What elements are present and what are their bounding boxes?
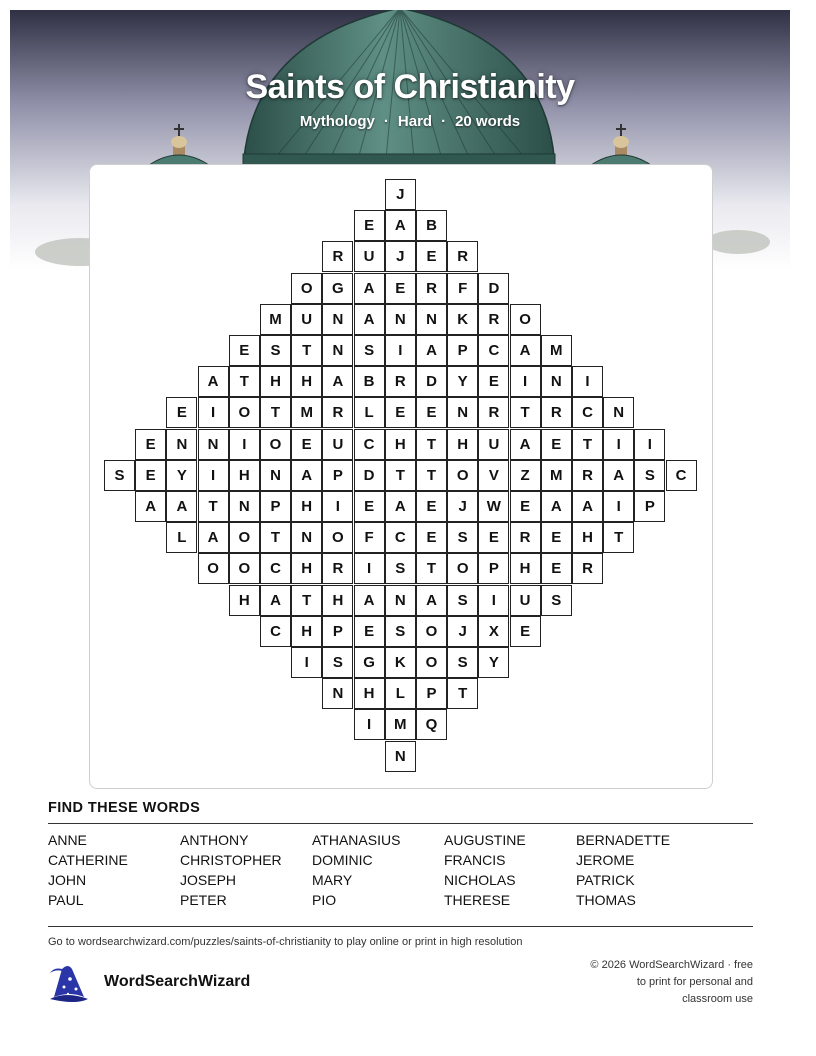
- grid-cell[interactable]: I: [478, 585, 509, 616]
- grid-cell[interactable]: F: [447, 273, 478, 304]
- grid-cell[interactable]: M: [291, 397, 322, 428]
- grid-cell[interactable]: D: [416, 366, 447, 397]
- word-list-item: PIO: [312, 892, 337, 908]
- grid-cell[interactable]: E: [416, 397, 447, 428]
- grid-cell[interactable]: A: [510, 429, 541, 460]
- grid-cell[interactable]: U: [322, 429, 353, 460]
- grid-cell[interactable]: T: [447, 678, 478, 709]
- grid-cell[interactable]: S: [260, 335, 291, 366]
- grid-cell[interactable]: H: [572, 522, 603, 553]
- grid-cell[interactable]: S: [385, 553, 416, 584]
- divider: [48, 926, 753, 927]
- grid-cell[interactable]: P: [322, 460, 353, 491]
- grid-cell[interactable]: R: [478, 304, 509, 335]
- word-count-label: 20 words: [455, 113, 521, 130]
- grid-cell[interactable]: N: [416, 304, 447, 335]
- grid-cell[interactable]: U: [354, 241, 385, 272]
- grid-cell[interactable]: W: [478, 491, 509, 522]
- grid-cell[interactable]: J: [447, 491, 478, 522]
- grid-cell[interactable]: E: [135, 429, 166, 460]
- grid-cell[interactable]: T: [291, 585, 322, 616]
- grid-cell[interactable]: N: [385, 304, 416, 335]
- grid-cell[interactable]: H: [291, 616, 322, 647]
- grid-cell[interactable]: E: [385, 273, 416, 304]
- grid-cell[interactable]: A: [354, 585, 385, 616]
- grid-cell[interactable]: S: [447, 522, 478, 553]
- grid-cell[interactable]: I: [634, 429, 665, 460]
- word-list-item: AUGUSTINE: [444, 832, 526, 848]
- grid-cell[interactable]: A: [510, 335, 541, 366]
- grid-cell[interactable]: D: [354, 460, 385, 491]
- divider: [48, 823, 753, 824]
- separator-dot: ·: [383, 113, 389, 130]
- grid-cell[interactable]: O: [229, 553, 260, 584]
- grid-cell[interactable]: R: [572, 460, 603, 491]
- grid-cell[interactable]: C: [385, 522, 416, 553]
- separator-dot: ·: [441, 113, 447, 130]
- word-list-item: PAUL: [48, 892, 84, 908]
- grid-cell[interactable]: S: [541, 585, 572, 616]
- footer-link-text[interactable]: Go to wordsearchwizard.com/puzzles/saints-of-christianity to play online or print in high resolution: [48, 936, 523, 948]
- grid-cell[interactable]: V: [478, 460, 509, 491]
- grid-cell[interactable]: H: [322, 585, 353, 616]
- grid-cell[interactable]: C: [572, 397, 603, 428]
- grid-cell[interactable]: T: [385, 460, 416, 491]
- grid-cell[interactable]: U: [510, 585, 541, 616]
- grid-cell[interactable]: A: [385, 210, 416, 241]
- difficulty-label: Hard: [397, 113, 433, 130]
- grid-cell[interactable]: E: [229, 335, 260, 366]
- grid-cell[interactable]: M: [385, 709, 416, 740]
- grid-cell[interactable]: E: [135, 460, 166, 491]
- grid-cell[interactable]: E: [166, 397, 197, 428]
- grid-cell[interactable]: B: [416, 210, 447, 241]
- grid-cell[interactable]: A: [166, 491, 197, 522]
- grid-cell[interactable]: E: [541, 522, 572, 553]
- grid-cell[interactable]: E: [354, 491, 385, 522]
- brand-name: WordSearchWizard: [104, 973, 251, 990]
- grid-cell[interactable]: E: [354, 616, 385, 647]
- grid-cell[interactable]: I: [354, 709, 385, 740]
- word-list-item: ANNE: [48, 832, 87, 848]
- grid-cell[interactable]: I: [291, 647, 322, 678]
- grid-cell[interactable]: I: [572, 366, 603, 397]
- grid-cell[interactable]: P: [416, 678, 447, 709]
- grid-cell[interactable]: X: [478, 616, 509, 647]
- grid-cell[interactable]: Q: [416, 709, 447, 740]
- grid-cell[interactable]: A: [416, 585, 447, 616]
- grid-cell[interactable]: K: [447, 304, 478, 335]
- grid-cell[interactable]: N: [291, 522, 322, 553]
- word-list-item: THERESE: [444, 892, 511, 908]
- grid-cell[interactable]: H: [260, 366, 291, 397]
- grid-cell[interactable]: E: [416, 491, 447, 522]
- grid-cell[interactable]: T: [260, 522, 291, 553]
- grid-cell[interactable]: A: [322, 366, 353, 397]
- grid-cell[interactable]: C: [354, 429, 385, 460]
- grid-cell[interactable]: O: [229, 522, 260, 553]
- grid-cell[interactable]: T: [198, 491, 229, 522]
- grid-cell[interactable]: T: [229, 366, 260, 397]
- grid-cell[interactable]: I: [198, 397, 229, 428]
- grid-cell[interactable]: D: [478, 273, 509, 304]
- word-list-item: JOHN: [48, 872, 87, 888]
- grid-cell[interactable]: N: [385, 741, 416, 772]
- grid-cell[interactable]: T: [260, 397, 291, 428]
- grid-cell[interactable]: I: [603, 491, 634, 522]
- grid-cell[interactable]: I: [198, 460, 229, 491]
- grid-cell[interactable]: E: [510, 491, 541, 522]
- grid-cell[interactable]: O: [260, 429, 291, 460]
- grid-cell[interactable]: S: [447, 585, 478, 616]
- word-list-item: PATRICK: [576, 872, 635, 888]
- grid-cell[interactable]: H: [291, 553, 322, 584]
- grid-cell[interactable]: I: [354, 553, 385, 584]
- grid-cell[interactable]: I: [385, 335, 416, 366]
- grid-cell[interactable]: I: [603, 429, 634, 460]
- grid-cell[interactable]: R: [322, 241, 353, 272]
- word-list-item: DOMINIC: [312, 852, 373, 868]
- grid-cell[interactable]: R: [510, 522, 541, 553]
- grid-cell[interactable]: P: [260, 491, 291, 522]
- grid-cell[interactable]: H: [229, 585, 260, 616]
- word-list-item: JEROME: [576, 852, 635, 868]
- word-list-item: FRANCIS: [444, 852, 506, 868]
- grid-cell[interactable]: S: [634, 460, 665, 491]
- word-list-item: PETER: [180, 892, 227, 908]
- grid-cell[interactable]: A: [354, 304, 385, 335]
- grid-cell[interactable]: H: [291, 366, 322, 397]
- grid-cell[interactable]: E: [416, 241, 447, 272]
- grid-cell[interactable]: T: [416, 429, 447, 460]
- grid-cell[interactable]: O: [291, 273, 322, 304]
- grid-cell[interactable]: S: [322, 647, 353, 678]
- grid-cell[interactable]: N: [385, 585, 416, 616]
- grid-cell[interactable]: R: [322, 397, 353, 428]
- grid-cell[interactable]: R: [541, 397, 572, 428]
- grid-cell[interactable]: R: [572, 553, 603, 584]
- grid-cell[interactable]: H: [447, 429, 478, 460]
- page-title: Saints of Christianity: [245, 68, 575, 106]
- grid-cell[interactable]: E: [385, 397, 416, 428]
- grid-cell[interactable]: O: [416, 647, 447, 678]
- word-list-item: NICHOLAS: [444, 872, 516, 888]
- grid-cell[interactable]: C: [260, 553, 291, 584]
- puzzle-card: [89, 164, 713, 789]
- grid-cell[interactable]: A: [198, 366, 229, 397]
- grid-cell[interactable]: E: [510, 616, 541, 647]
- grid-cell[interactable]: C: [478, 335, 509, 366]
- grid-cell[interactable]: A: [416, 335, 447, 366]
- grid-cell[interactable]: J: [385, 179, 416, 210]
- grid-cell[interactable]: N: [229, 491, 260, 522]
- grid-cell[interactable]: A: [603, 460, 634, 491]
- grid-cell[interactable]: O: [510, 304, 541, 335]
- grid-cell[interactable]: U: [291, 304, 322, 335]
- grid-cell[interactable]: R: [322, 553, 353, 584]
- word-list-item: THOMAS: [576, 892, 636, 908]
- grid-cell[interactable]: R: [447, 241, 478, 272]
- grid-cell[interactable]: O: [198, 553, 229, 584]
- grid-cell[interactable]: U: [478, 429, 509, 460]
- grid-cell[interactable]: N: [322, 304, 353, 335]
- grid-cell[interactable]: B: [354, 366, 385, 397]
- grid-cell[interactable]: A: [385, 491, 416, 522]
- grid-cell[interactable]: P: [447, 335, 478, 366]
- grid-cell[interactable]: M: [541, 460, 572, 491]
- grid-cell[interactable]: T: [416, 460, 447, 491]
- grid-cell[interactable]: R: [478, 397, 509, 428]
- grid-cell[interactable]: S: [385, 616, 416, 647]
- grid-cell[interactable]: I: [229, 429, 260, 460]
- grid-cell[interactable]: E: [416, 522, 447, 553]
- grid-cell[interactable]: P: [634, 491, 665, 522]
- puzzle-meta: [10, 113, 790, 130]
- grid-cell[interactable]: P: [322, 616, 353, 647]
- word-list-item: CATHERINE: [48, 852, 128, 868]
- grid-cell[interactable]: T: [291, 335, 322, 366]
- grid-cell[interactable]: J: [447, 616, 478, 647]
- grid-cell[interactable]: S: [354, 335, 385, 366]
- grid-cell[interactable]: N: [322, 678, 353, 709]
- word-list-item: BERNADETTE: [576, 832, 671, 848]
- grid-cell[interactable]: Z: [510, 460, 541, 491]
- grid-cell[interactable]: A: [260, 585, 291, 616]
- grid-cell[interactable]: R: [416, 273, 447, 304]
- grid-cell[interactable]: I: [510, 366, 541, 397]
- grid-cell[interactable]: A: [572, 491, 603, 522]
- grid-cell[interactable]: L: [166, 522, 197, 553]
- grid-cell[interactable]: A: [541, 491, 572, 522]
- grid-cell[interactable]: L: [385, 678, 416, 709]
- word-list-item: MARY: [312, 872, 353, 888]
- grid-cell[interactable]: R: [385, 366, 416, 397]
- grid-cell[interactable]: M: [260, 304, 291, 335]
- grid-cell[interactable]: N: [447, 397, 478, 428]
- grid-cell[interactable]: E: [478, 522, 509, 553]
- grid-cell[interactable]: O: [416, 616, 447, 647]
- grid-cell[interactable]: E: [478, 366, 509, 397]
- grid-cell[interactable]: L: [354, 397, 385, 428]
- grid-cell[interactable]: O: [447, 553, 478, 584]
- grid-cell[interactable]: O: [229, 397, 260, 428]
- grid-cell[interactable]: H: [510, 553, 541, 584]
- grid-cell[interactable]: C: [666, 460, 697, 491]
- grid-cell[interactable]: K: [385, 647, 416, 678]
- grid-cell[interactable]: N: [322, 335, 353, 366]
- grid-cell[interactable]: A: [198, 522, 229, 553]
- grid-cell[interactable]: I: [322, 491, 353, 522]
- grid-cell[interactable]: E: [541, 429, 572, 460]
- grid-cell[interactable]: N: [198, 429, 229, 460]
- grid-cell[interactable]: G: [354, 647, 385, 678]
- grid-cell[interactable]: F: [354, 522, 385, 553]
- grid-cell[interactable]: A: [291, 460, 322, 491]
- grid-cell[interactable]: T: [510, 397, 541, 428]
- grid-cell[interactable]: O: [447, 460, 478, 491]
- grid-cell[interactable]: J: [385, 241, 416, 272]
- grid-cell[interactable]: E: [291, 429, 322, 460]
- grid-cell[interactable]: P: [478, 553, 509, 584]
- grid-cell[interactable]: G: [322, 273, 353, 304]
- grid-cell[interactable]: Y: [478, 647, 509, 678]
- grid-cell[interactable]: T: [416, 553, 447, 584]
- word-list-item: ANTHONY: [180, 832, 249, 848]
- grid-cell[interactable]: H: [229, 460, 260, 491]
- grid-cell[interactable]: H: [354, 678, 385, 709]
- grid-cell[interactable]: C: [260, 616, 291, 647]
- word-list-title: FIND THESE WORDS: [48, 800, 201, 816]
- word-list-item: CHRISTOPHER: [180, 852, 282, 868]
- grid-cell[interactable]: M: [541, 335, 572, 366]
- grid-cell[interactable]: H: [385, 429, 416, 460]
- grid-cell[interactable]: N: [166, 429, 197, 460]
- grid-cell[interactable]: S: [104, 460, 135, 491]
- copyright-text: © 2026 WordSearchWizard · free to print for personal and classroom use: [590, 959, 753, 1005]
- grid-cell[interactable]: A: [354, 273, 385, 304]
- grid-cell[interactable]: E: [354, 210, 385, 241]
- grid-cell[interactable]: Y: [166, 460, 197, 491]
- grid-cell[interactable]: O: [322, 522, 353, 553]
- grid-cell[interactable]: H: [291, 491, 322, 522]
- word-list-item: JOSEPH: [180, 872, 237, 888]
- grid-cell[interactable]: T: [572, 429, 603, 460]
- word-list-item: ATHANASIUS: [312, 832, 401, 848]
- wizard-hat-icon: [46, 963, 92, 1010]
- grid-cell[interactable]: S: [447, 647, 478, 678]
- grid-cell[interactable]: N: [260, 460, 291, 491]
- grid-cell[interactable]: E: [541, 553, 572, 584]
- grid-cell[interactable]: T: [603, 522, 634, 553]
- grid-cell[interactable]: N: [541, 366, 572, 397]
- grid-cell[interactable]: A: [135, 491, 166, 522]
- grid-cell[interactable]: N: [603, 397, 634, 428]
- category-label: Mythology: [299, 113, 375, 130]
- grid-cell[interactable]: Y: [447, 366, 478, 397]
